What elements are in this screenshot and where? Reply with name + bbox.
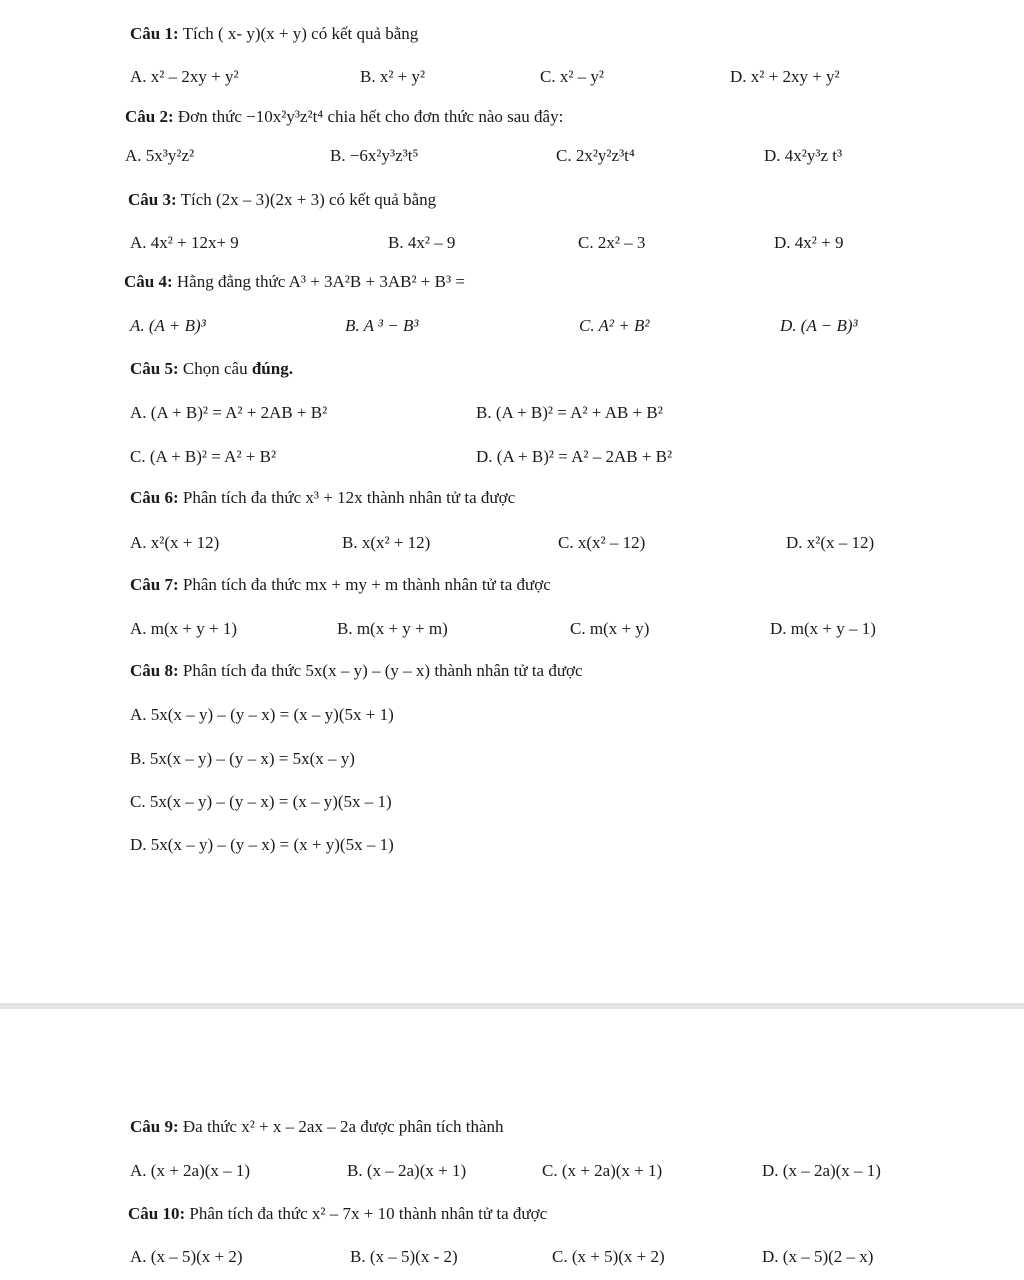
question-text: Đơn thức −10x²y³z²t⁴ chia hết cho đơn thức nào sau đây: bbox=[177, 107, 564, 126]
page-divider bbox=[0, 1003, 1024, 1009]
q9-option-a[interactable]: A. (x + 2a)(x – 1) bbox=[130, 1161, 251, 1180]
q4-option-c[interactable]: C. A² + B² bbox=[579, 316, 650, 335]
question-text: Phân tích đa thức mx + my + m thành nhân tử ta được bbox=[182, 575, 551, 594]
question-label: Câu 3: bbox=[128, 190, 177, 209]
question-3 bbox=[128, 190, 436, 210]
q7-option-d[interactable]: D. m(x + y – 1) bbox=[770, 619, 876, 638]
q3-option-c[interactable]: C. 2x² – 3 bbox=[578, 233, 646, 252]
question-label: Câu 9: bbox=[130, 1117, 179, 1136]
question-text: Hằng đẳng thức A³ + 3A²B + 3AB² + B³ = bbox=[176, 272, 465, 291]
q8-option-d[interactable]: D. 5x(x – y) – (y – x) = (x + y)(5x – 1) bbox=[130, 835, 394, 854]
question-text: Phân tích đa thức x² – 7x + 10 thành nhân tử ta được bbox=[189, 1204, 548, 1223]
q9-option-d[interactable]: D. (x – 2a)(x – 1) bbox=[762, 1161, 881, 1180]
question-text: Phân tích đa thức x³ + 12x thành nhân tử ta được bbox=[182, 488, 516, 507]
q2-option-b[interactable]: B. −6x²y³z³t⁵ bbox=[330, 146, 419, 165]
question-text: Tích ( x- y)(x + y) có kết quả bằng bbox=[182, 24, 419, 43]
question-emphasis: đúng. bbox=[251, 359, 293, 378]
q8-option-b[interactable]: B. 5x(x – y) – (y – x) = 5x(x – y) bbox=[130, 749, 355, 768]
question-label: Câu 10: bbox=[128, 1204, 186, 1223]
question-9 bbox=[130, 1117, 504, 1137]
q2-option-c[interactable]: C. 2x²y²z³t⁴ bbox=[556, 146, 635, 165]
q5-option-d[interactable]: D. (A + B)² = A² – 2AB + B² bbox=[476, 447, 673, 466]
q3-option-b[interactable]: B. 4x² – 9 bbox=[388, 233, 456, 252]
q1-option-c[interactable]: C. x² – y² bbox=[540, 67, 605, 86]
q7-option-a[interactable]: A. m(x + y + 1) bbox=[130, 619, 237, 638]
q4-option-b[interactable]: B. A ³ − B³ bbox=[345, 316, 419, 335]
question-6 bbox=[130, 488, 515, 508]
q7-option-b[interactable]: B. m(x + y + m) bbox=[337, 619, 448, 638]
q5-option-c[interactable]: C. (A + B)² = A² + B² bbox=[130, 447, 277, 466]
q6-option-b[interactable]: B. x(x² + 12) bbox=[342, 533, 431, 552]
q6-option-d[interactable]: D. x²(x – 12) bbox=[786, 533, 875, 552]
q10-option-b[interactable]: B. (x – 5)(x - 2) bbox=[350, 1247, 458, 1266]
q10-option-d[interactable]: D. (x – 5)(2 – x) bbox=[762, 1247, 874, 1266]
q6-option-a[interactable]: A. x²(x + 12) bbox=[130, 533, 220, 552]
question-text: Tích (2x – 3)(2x + 3) có kết quả bằng bbox=[180, 190, 437, 209]
q1-option-a[interactable]: A. x² – 2xy + y² bbox=[130, 67, 239, 86]
q5-option-b[interactable]: B. (A + B)² = A² + AB + B² bbox=[476, 403, 663, 422]
q1-option-d[interactable]: D. x² + 2xy + y² bbox=[730, 67, 840, 86]
q3-option-a[interactable]: A. 4x² + 12x+ 9 bbox=[130, 233, 239, 252]
q6-option-c[interactable]: C. x(x² – 12) bbox=[558, 533, 646, 552]
question-4 bbox=[124, 272, 465, 292]
q10-option-a[interactable]: A. (x – 5)(x + 2) bbox=[130, 1247, 243, 1266]
question-label: Câu 8: bbox=[130, 661, 179, 680]
question-5 bbox=[130, 359, 293, 379]
question-label: Câu 5: bbox=[130, 359, 179, 378]
question-7 bbox=[130, 575, 551, 595]
q2-option-a[interactable]: A. 5x³y²z² bbox=[125, 146, 195, 165]
q8-option-a[interactable]: A. 5x(x – y) – (y – x) = (x – y)(5x + 1) bbox=[130, 705, 394, 724]
q5-option-a[interactable]: A. (A + B)² = A² + 2AB + B² bbox=[130, 403, 328, 422]
q4-option-a[interactable]: A. (A + B)³ bbox=[130, 316, 206, 335]
q8-option-c[interactable]: C. 5x(x – y) – (y – x) = (x – y)(5x – 1) bbox=[130, 792, 392, 811]
q7-option-c[interactable]: C. m(x + y) bbox=[570, 619, 650, 638]
q9-option-c[interactable]: C. (x + 2a)(x + 1) bbox=[542, 1161, 663, 1180]
q1-option-b[interactable]: B. x² + y² bbox=[360, 67, 426, 86]
question-label: Câu 4: bbox=[124, 272, 173, 291]
question-text: Đa thức x² + x – 2ax – 2a được phân tích thành bbox=[182, 1117, 504, 1136]
question-label: Câu 6: bbox=[130, 488, 179, 507]
q3-option-d[interactable]: D. 4x² + 9 bbox=[774, 233, 844, 252]
question-text: Chọn câu bbox=[182, 359, 248, 378]
question-8 bbox=[130, 661, 583, 681]
question-2 bbox=[125, 107, 563, 127]
question-label: Câu 2: bbox=[125, 107, 174, 126]
question-10 bbox=[128, 1204, 547, 1224]
q9-option-b[interactable]: B. (x – 2a)(x + 1) bbox=[347, 1161, 467, 1180]
question-label: Câu 7: bbox=[130, 575, 179, 594]
q4-option-d[interactable]: D. (A − B)³ bbox=[780, 316, 858, 335]
question-1 bbox=[130, 24, 418, 44]
q10-option-c[interactable]: C. (x + 5)(x + 2) bbox=[552, 1247, 665, 1266]
q2-option-d[interactable]: D. 4x²y³z t³ bbox=[764, 146, 843, 165]
question-label: Câu 1: bbox=[130, 24, 179, 43]
question-text: Phân tích đa thức 5x(x – y) – (y – x) thành nhân tử ta được bbox=[182, 661, 583, 680]
